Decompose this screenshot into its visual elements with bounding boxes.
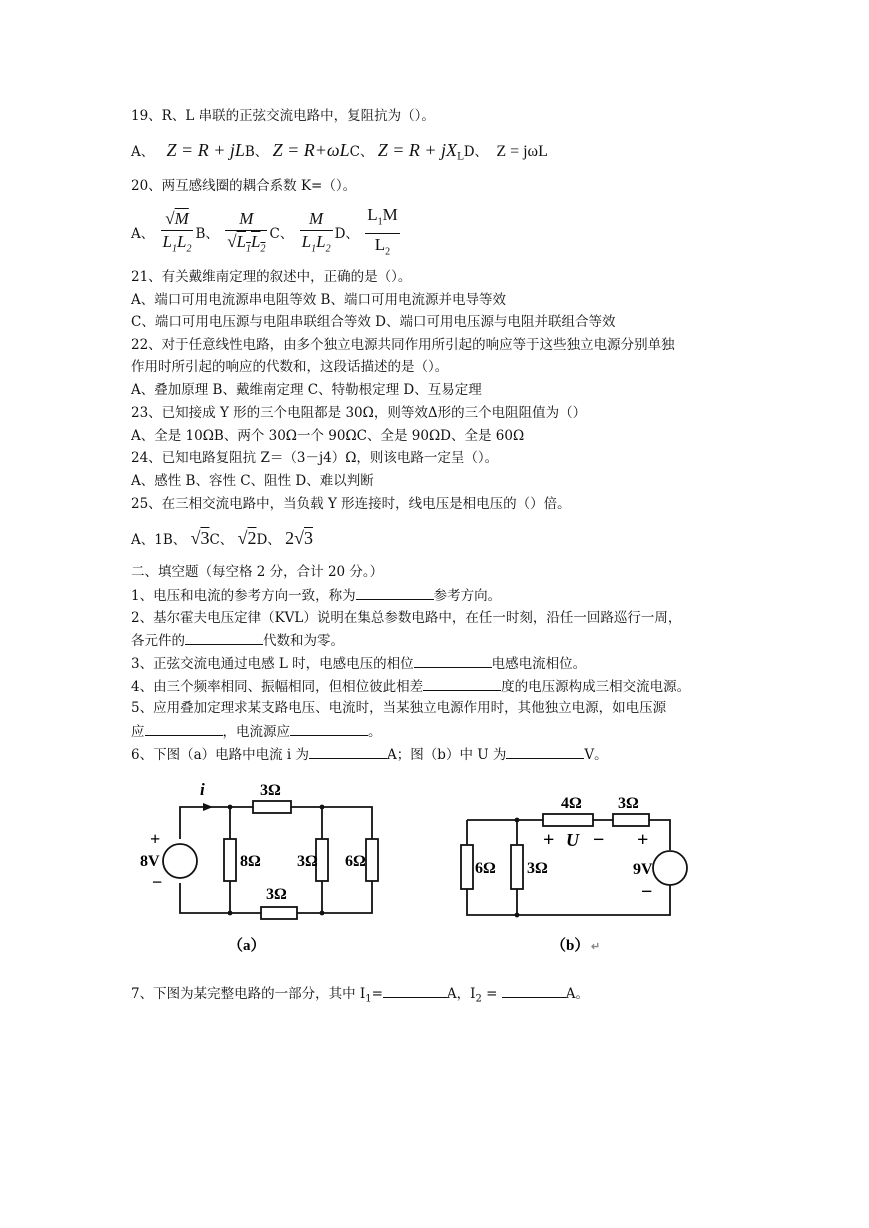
q22-stem1: 22、对于任意线性电路，由多个独立电源共同作用所引起的响应等于这些独立电源分别单独: [131, 337, 675, 353]
fill-5-blank-2[interactable]: [290, 722, 368, 736]
q20-opt-c: C、: [269, 225, 294, 242]
q25-opt-d: D、: [256, 532, 281, 548]
fill-4: [131, 677, 690, 696]
fill-7-blank-1[interactable]: [383, 984, 447, 998]
circuit-b: [455, 790, 700, 960]
q24-stem: 24、已知电路复阻抗 Z＝（3－j4）Ω，则该电路一定呈（）。: [131, 450, 499, 466]
fill-3-blank[interactable]: [414, 654, 492, 668]
fill-7-blank-2[interactable]: [502, 984, 566, 998]
q25-opt-ab: A、1B、: [131, 532, 187, 548]
circuit-b-source: 9V: [633, 861, 653, 878]
q25-opt-c: C、: [209, 532, 234, 548]
q25-options: [131, 529, 313, 549]
fill-3: [131, 654, 586, 673]
fill-5-text-a: 应: [131, 724, 145, 740]
fill-6-text-a: 6、下图（a）电路中电流 i 为: [131, 747, 310, 763]
svg-text:−: −: [593, 829, 605, 851]
fill-5-line1: 5、应用叠加定理求某支路电压、电流时，当某独立电源作用时，其他独立电源，如电压源: [131, 700, 667, 716]
q20-frac-b: $\frac{M}{√L_1L_2}$: [227, 208, 266, 255]
q19-expr-a: Z = R + jL: [166, 140, 245, 160]
fill-7-text-b: =: [371, 986, 383, 1002]
q19-options: [131, 141, 548, 167]
q24-options: A、感性 B、容性 C、阻性 D、难以判断: [131, 473, 374, 489]
q20-options: [131, 204, 402, 264]
q22-options: A、叠加原理 B、戴维南定理 C、特勒根定理 D、互易定理: [131, 382, 482, 398]
q20-opt-d: D、: [334, 225, 359, 242]
fill-2-blank[interactable]: [185, 631, 263, 645]
circuit-a-source: 8V: [140, 853, 160, 870]
fill-7-text-d: =: [481, 986, 502, 1002]
q19-expr-d: Z = jωL: [496, 143, 548, 160]
fill-3-text-b: 电感电流相位。: [491, 656, 587, 672]
svg-text:−: −: [641, 881, 653, 903]
q20-opt-b: B、: [195, 225, 219, 242]
q20-frac-c: $\frac{M}{L_1L_2}$: [301, 208, 331, 255]
fill-5-line2: [131, 722, 382, 741]
fill-6-text-c: V。: [584, 747, 608, 763]
circuit-a-r-bottom: 3Ω: [266, 886, 287, 903]
section2-title: 二、填空题（每空格 2 分，合计 20 分。）: [131, 564, 384, 580]
fill-5-text-b: ，电流源应: [222, 724, 290, 740]
circuit-a-caption: （a）: [228, 938, 266, 954]
circuit-a: [140, 775, 390, 960]
circuit-b-r-left: 6Ω: [475, 860, 496, 877]
q20-frac-d: $\frac{L_1M}{L_2}$: [367, 205, 398, 258]
circuit-b-caption: （b）: [551, 938, 590, 954]
circuit-a-r-mid: 3Ω: [297, 853, 318, 870]
q19-opt-a: A、: [131, 144, 155, 160]
q19-opt-b: B、: [244, 144, 269, 160]
fill-7-text-e: A。: [565, 986, 590, 1002]
fill-2-text-a: 各元件的: [131, 633, 185, 649]
fill-7: 7、下图为某完整电路的一部分，其中 $I_1= A$，$I_2 = A$。: [131, 986, 590, 1005]
q23-stem: 23、已知接成 Y 形的三个电阻都是 30Ω，则等效Δ形的三个电阻阻值为（）: [131, 405, 587, 421]
fill-6-blank-1[interactable]: [309, 745, 387, 759]
fill-3-text-a: 3、正弦交流电通过电感 L 时，电感电压的相位: [131, 656, 414, 672]
fill-5-blank-1[interactable]: [145, 722, 223, 736]
circuit-a-r-left: 8Ω: [240, 853, 261, 870]
fill-2-line1: 2、基尔霍夫电压定律（KVL）说明在集总参数电路中，在任一时刻，沿任一回路巡行一周，: [131, 610, 682, 626]
svg-text:+: +: [543, 829, 555, 851]
circuit-b-r1: 4Ω: [561, 795, 582, 812]
q21-ab: A、端口可用电流源串电阻等效 B、端口可用电流源并电导等效: [131, 292, 506, 308]
svg-text:−: −: [152, 872, 163, 892]
q20-stem: 20、两互感线圈的耦合系数 K=（）。: [131, 178, 357, 194]
fill-7-text-c: A，I: [446, 986, 476, 1002]
q19-expr-c-sub: L: [457, 151, 464, 163]
q20-frac-a: $\frac{√M}{L_1L_2}$: [162, 208, 192, 255]
fill-6: [131, 745, 608, 764]
fill-5-text-c: 。: [368, 724, 382, 740]
fill-4-text-a: 4、由三个频率相同、振幅相同，但相位彼此相差: [131, 679, 424, 695]
q22-stem2: 作用时所引起的响应的代数和，这段话描述的是（）。: [131, 359, 449, 375]
return-mark-icon: ↵: [591, 941, 601, 953]
fill-2-line2: [131, 631, 344, 650]
svg-text:+: +: [150, 829, 161, 849]
fill-6-text-b: A；图（b）中 U 为: [387, 747, 507, 763]
fill-6-blank-2[interactable]: [506, 745, 584, 759]
circuit-b-r-mid: 3Ω: [527, 860, 548, 877]
fill-4-blank[interactable]: [423, 677, 501, 691]
circuit-b-r2: 3Ω: [618, 795, 639, 812]
q19-stem: 19、R、L 串联的正弦交流电路中，复阻抗为（）。: [131, 108, 435, 124]
circuit-a-r-right: 6Ω: [345, 853, 366, 870]
svg-text:+: +: [637, 829, 649, 851]
q19-opt-c: C、: [349, 144, 374, 160]
fill-1: [131, 586, 501, 605]
fill-1-text-a: 1、电压和电流的参考方向一致，称为: [131, 588, 356, 604]
q23-options: A、全是 10ΩB、两个 30Ω一个 90ΩC、全是 90ΩD、全是 60Ω: [131, 428, 525, 444]
fill-7-text-a: 7、下图为某完整电路的一部分，其中 I: [131, 986, 366, 1002]
q25-2sqrt3: 2√3: [285, 528, 313, 548]
q21-stem: 21、有关戴维南定理的叙述中，正确的是（）。: [131, 269, 412, 285]
q19-expr-b: Z = R+ωL: [272, 140, 350, 160]
fill-4-text-b: 度的电压源构成三相交流电源。: [501, 679, 691, 695]
fill-1-blank[interactable]: [356, 586, 434, 600]
circuit-b-voltage: U: [566, 830, 579, 850]
q20-opt-a: A、: [131, 225, 155, 242]
circuit-a-current-label: i: [200, 780, 205, 799]
circuit-a-r-top: 3Ω: [260, 782, 281, 799]
q25-stem: 25、在三相交流电路中，当负载 Y 形连接时，线电压是相电压的（）倍。: [131, 496, 571, 512]
q21-cd: C、端口可用电压源与电阻串联组合等效 D、端口可用电压源与电阻并联组合等效: [131, 314, 616, 330]
fill-1-text-b: 参考方向。: [433, 588, 502, 604]
q25-sqrt2: √2: [237, 528, 257, 548]
q19-expr-c: Z = R + jX: [377, 140, 458, 160]
fill-2-text-b: 代数和为零。: [263, 633, 344, 649]
q25-sqrt3: √3: [190, 528, 210, 548]
q19-opt-d: D、: [463, 144, 489, 160]
